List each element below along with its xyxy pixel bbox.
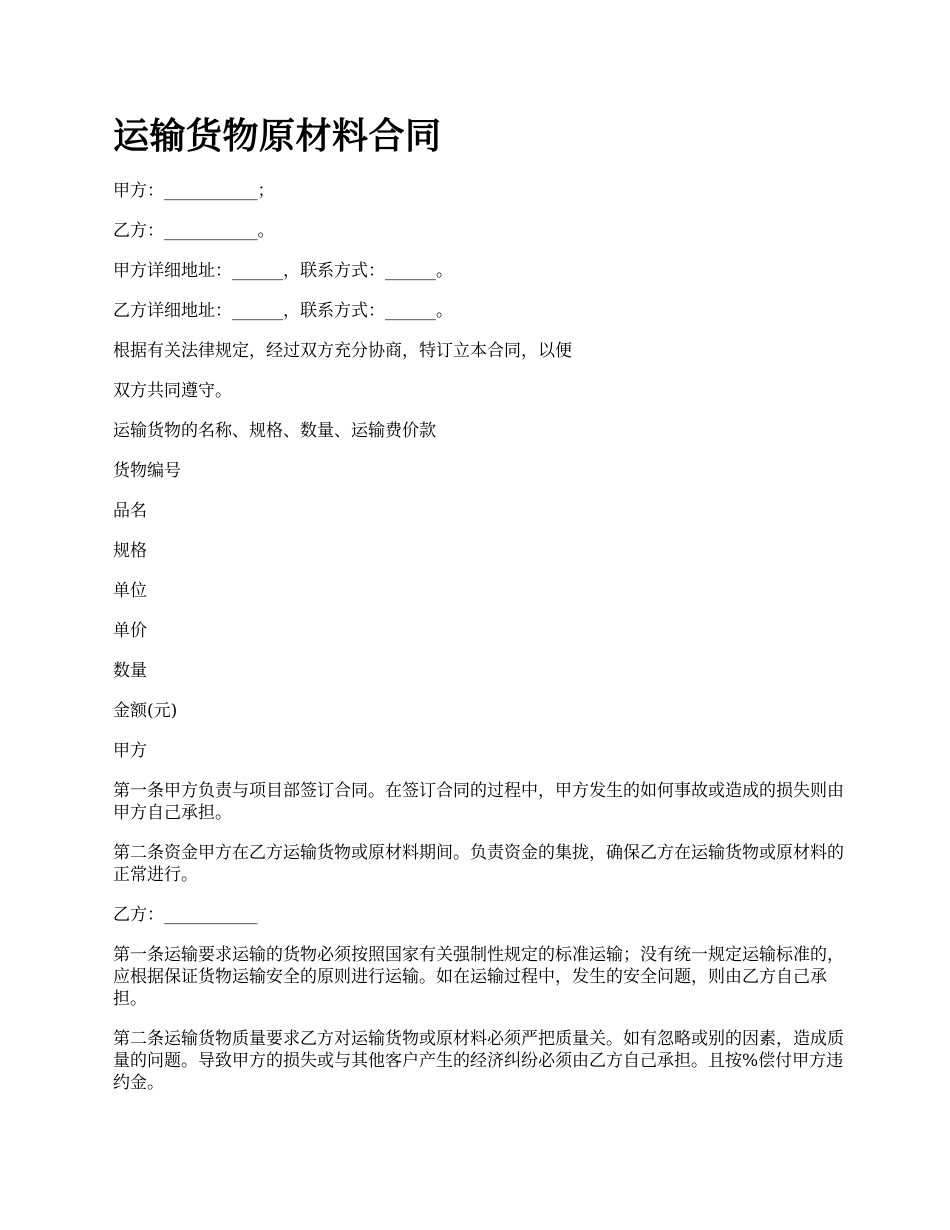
- document-body: [113, 180, 853, 1094]
- party-b-heading: 乙方：___________: [113, 905, 258, 925]
- goods-section-heading: 运输货物的名称、规格、数量、运输费价款: [113, 421, 436, 441]
- document-title: 运输货物原材料合同: [113, 115, 442, 157]
- preamble-line-2: 双方共同遵守。: [113, 381, 232, 401]
- party-a-heading: 甲方: [113, 741, 147, 761]
- field-quantity: 数量: [113, 661, 147, 681]
- field-goods-number: 货物编号: [113, 461, 181, 481]
- party-a-article-2: 第二条资金甲方在乙方运输货物或原材料期间。负责资金的集拢，确保乙方在运输货物或原材料的正常进行。: [113, 843, 844, 885]
- field-specification: 规格: [113, 541, 147, 561]
- party-b-article-2: 第二条运输货物质量要求乙方对运输货物或原材料必须严把质量关。如有忽略或别的因素，造成质量的问题。导致甲方的损失或与其他客户产生的经济纠纷必须由乙方自己承担。且按%偿付甲方违约金。: [113, 1029, 844, 1093]
- party-b-address-line: 乙方详细地址：______，联系方式：______。: [113, 301, 453, 321]
- field-unit-price: 单价: [113, 621, 147, 641]
- preamble-line-1: 根据有关法律规定，经过双方充分协商，特订立本合同，以便: [113, 341, 572, 361]
- party-a-article-1: 第一条甲方负责与项目部签订合同。在签订合同的过程中，甲方发生的如何事故或造成的损失则由甲方自己承担。: [113, 781, 844, 823]
- party-b-article-1: 第一条运输要求运输的货物必须按照国家有关强制性规定的标准运输；没有统一规定运输标准的，应根据保证货物运输安全的原则进行运输。如在运输过程中，发生的安全问题，则由乙方自己承担。: [113, 945, 844, 1009]
- field-product-name: 品名: [113, 501, 147, 521]
- party-b-line: 乙方：___________。: [113, 221, 275, 241]
- party-a-address-line: 甲方详细地址：______，联系方式：______。: [113, 261, 453, 281]
- party-a-line: 甲方：___________；: [113, 181, 275, 201]
- field-unit: 单位: [113, 581, 147, 601]
- field-amount: 金额(元): [113, 701, 178, 721]
